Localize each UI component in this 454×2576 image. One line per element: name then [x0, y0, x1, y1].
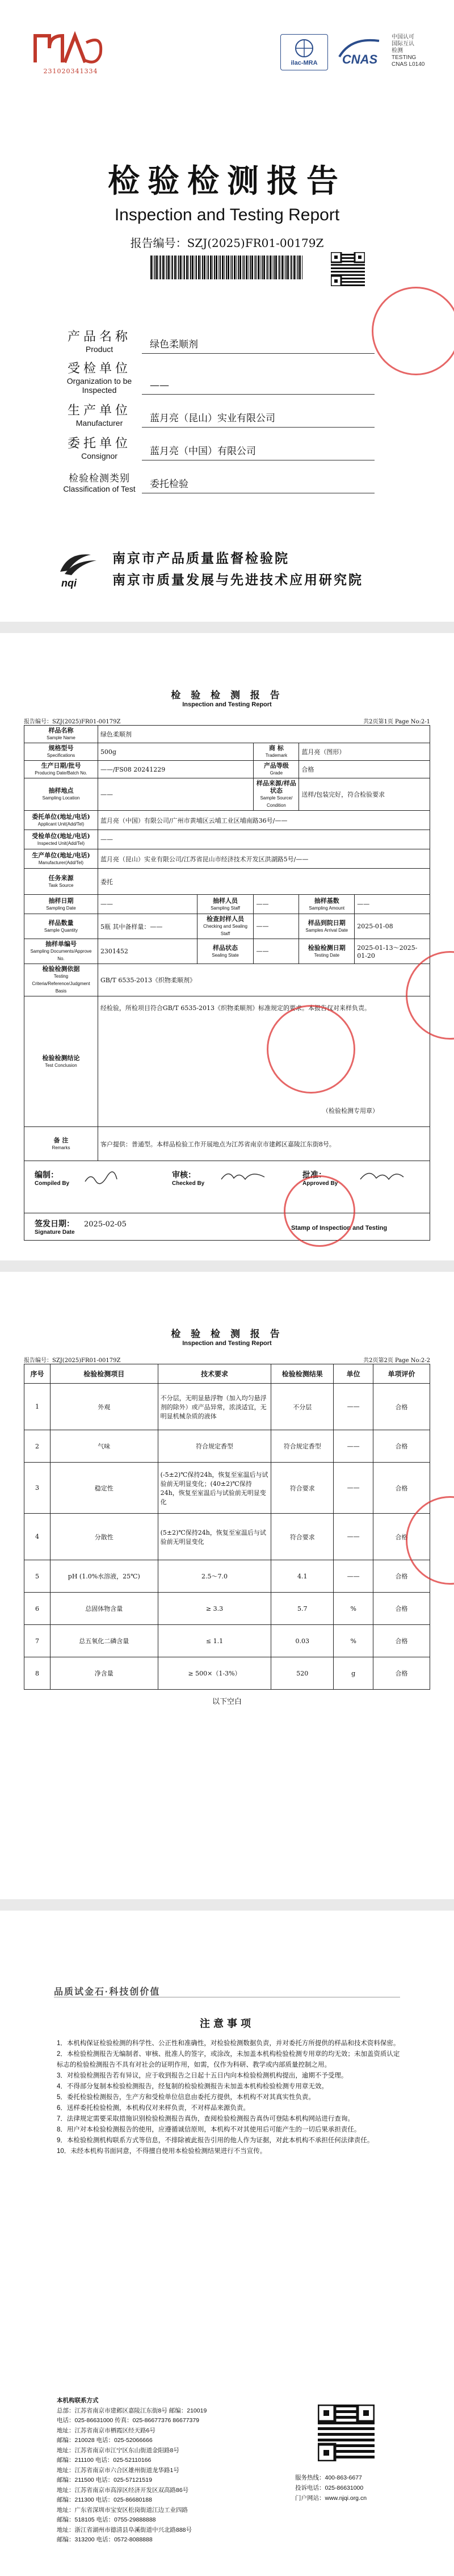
report-page-2	[0, 1272, 454, 1899]
conclusion-seal-label: （检验检测专用章）	[322, 1107, 379, 1115]
cnas-label: CNAS	[342, 52, 378, 66]
list-item: 1．本机构保证检验检测的科学性、公正性和准确性，对检验检测数据负责，并对委托方所提供的样品和技术资料保密。	[57, 2040, 400, 2047]
table-row: 5 pH (1.0%水溶液，25℃) 2.5～7.0 4.1 —— 合格	[24, 1560, 430, 1593]
notice-page	[0, 1911, 454, 2576]
page-title-cn: 检 验 检 测 报 告	[171, 690, 283, 701]
ilac-label: ilac-MRA	[291, 60, 318, 66]
signature-date-row: 签发日期： Signature Date 2025-02-05 Stamp of Inspection and Testing	[24, 1213, 430, 1241]
list-item: 5．委托检验检测报告，生产方和受检单位信息由委托方提供，本机构不对其真实性负责。	[57, 2094, 315, 2101]
report-title-cn: 检验检测报告	[108, 162, 346, 200]
list-item: 3．对检验检测报告若有异议，应于收到报告之日起十五日内向本检验检测机构提出，逾期不予受理。	[57, 2072, 348, 2079]
barcode-icon	[150, 255, 304, 279]
list-item: 6．送样委托检验检测，本机构仅对来样负责，不对样品来源负责。	[57, 2105, 250, 2112]
cma-code: 231020341334	[43, 68, 98, 75]
report-number: 报告编号：SZJ(2025)FR01-00179Z	[24, 719, 121, 725]
checker-signature-icon	[220, 1168, 266, 1186]
report-number: 报告编号：SZJ(2025)FR01-00179Z	[130, 236, 324, 250]
report-page-1	[0, 633, 454, 1260]
cnas-logo-icon	[334, 34, 386, 69]
accreditation-logos	[280, 34, 431, 70]
service-info: 服务热线：400-863-6677 投诉电话：025-86631000 门户网站：www.njqi.org.cn	[295, 2474, 367, 2502]
institute-name-1: 南京市产品质量监督检验院	[112, 551, 289, 566]
testing-seal-icon	[284, 1175, 355, 1247]
slogan: 品质试金石·科技创价值	[54, 1987, 161, 1997]
consignor-field: 委托单位 Consignor 蓝月亮（中国）有限公司	[57, 428, 375, 460]
info-table: 样品名称 Sample Name 绿色柔顺剂 规格型号 Specifications 500g 商 标 Trademark 蓝月亮（图形） 生产日期/批号 Producing Date/Batch No. ——/FS08 20241229 产品等级 Grade 合格 抽样地点 Sampling Location —— 样品来源/样品状态 Sample Source/ Condition 送样/包装完好，符合检验要求 委托单位(地址/电话) Applicant Unit(Add/Tel) 蓝月亮（中国）有限公司/广州市黄埔区云埔工业区埔南路36号/—— 受检单位(地址/电话) Inspected Unit(Add/Tel) —— 生产单位(地址/电话) Manufacturer(Add/Tel) 蓝月亮（昆山）实业有限公司/江苏省昆山市经济技术开发区洪湖路5号/—— 任务来源 Task Source 委托 抽样日期 Sampling Date —— 抽样人员 Sampling Staff —— 抽样基数 Sampling Amount —— 样品数量 Sample Quantity 5瓶 其中备样量：—— 检查封样人员 Checking and Sealing Staff —— 样品到院日期 Samples Arrival Date 2025-01-08 抽样单编号 Sampling Documents/Approve No. 2301452 样品状态 Sealing State —— 检验检测日期 Testing Date 2025-01-13～2025-01-20 检验检测依据 Testing Criteria/Reference/Judgment Basis GB/T 6535-2013《织物柔顺剂》 检验检测结论 Test Conclusion 经检验，所检项目符合GB/T 6535-2013《织物柔顺剂》标准规定的要求。本报告仅对来样负责。 （检验检测专用章） 备 注 Remarks 客户提供：普通型。本样品检验工作开展地点为江苏省南京市建邺区嘉陵江东街8号。 编制： Compiled By 审核： Checked By 批准： Approved By 签发日期： Signature Date 2025-02-05 Stamp of Inspection and Testing	[24, 725, 430, 1241]
cma-mark	[30, 31, 112, 75]
list-item: 10．未经本机构书面同意，不得擅自使用本检验检测结果进行不当宣传。	[57, 2148, 267, 2155]
notice-list	[57, 2038, 403, 2157]
list-item: 4．不得部分复制本检验检测报告，经复制的检验检测报告未加盖本机构检验检测专用章无效。	[57, 2083, 328, 2090]
cma-logo-icon	[30, 31, 109, 66]
page-title-en: Inspection and Testing Report	[182, 1340, 272, 1347]
table-row: 8 净含量 ≥ 500×（1-3%） 520 g 合格	[24, 1657, 430, 1690]
qr-code-icon	[318, 2405, 375, 2461]
table-row: 4 分散性 (5±2)℃保持24h，恢复至室温后与试验前无明显变化 符合要求 —— 合格	[24, 1514, 430, 1560]
compiler-signature-icon	[84, 1171, 118, 1187]
end-of-table-text: 以下空白	[212, 1698, 242, 1706]
signature-date: 2025-02-05	[84, 1220, 127, 1229]
list-item: 7．法律规定需要采取措施识别检验检测报告真伪，查阅检验检测报告真伪可登陆本机构网站进行查询。	[57, 2116, 354, 2122]
table-row: 7 总五氧化二磷含量 ≤ 1.1 0.03 % 合格	[24, 1625, 430, 1657]
contact-info: 本机构联系方式 总部：江苏省南京市建邺区嘉陵江东街8号 邮编：210019 电话：025-86631000 传真：025-86677376 86677379 地址：江苏省南京市栖霞区经天路6号 邮编：210028 电话：025-52066666 地址：江苏省南京市江宁区东山街道金阳路8号 邮编：211100 电话：025-52110166 地址：江苏省南京市六合区雄州街道龙华路1号 邮编：211500 电话：025-57121519 地址：江苏省南京市高淳区经济开发区双高路86号 邮编：211300 电话：025-86680188 地址：广东省深圳市宝安区松岗街道江边工业四路 邮编：518105 电话：0755-29888888 地址：浙江省湖州市德清县阜溪街道中兴北路888号 邮编：313200 电话：0572-8088888	[57, 2397, 207, 2543]
inspection-seal-icon	[267, 1005, 355, 1094]
nqi-logo-icon	[57, 549, 101, 590]
table-row: 3 稳定性 (-5±2)℃保持24h，恢复至室温后与试验前无明显变化；(40±2)℃保持24h，恢复至室温后与试验前无明显变化 符合要求 —— 合格	[24, 1463, 430, 1514]
list-item: 8．用户对本检验检测报告的使用，应遵循诚信原则，本机构不对其使用后可能产生的一切后果承担责任。	[57, 2126, 361, 2133]
list-item: 2．本检验检测报告无编制者、审核、批准人的签字，或涂改，未加盖本机构检验检测专用章的均无效；未加盖资质认定标志的检验检测报告不具有对社会的证明作用，如需，仅作为科研、教学或内部质量控制之用。	[57, 2051, 400, 2068]
page-number: 共2页第2页 Page No:2-2	[363, 1358, 430, 1364]
inspected-field: 受检单位 Organization to be Inspected ——	[57, 354, 375, 395]
items-header-row: 序号 检验检测项目 技术要求 检验检测结果 单位 单项评价	[24, 1364, 430, 1384]
qr-code-icon	[331, 252, 365, 286]
red-seal-icon	[372, 287, 454, 375]
institute-name-2: 南京市质量发展与先进技术应用研究院	[112, 572, 363, 588]
page-number: 共2页第1页 Page No:2-1	[363, 719, 430, 725]
table-row: 6 总固体物含量 ≥ 3.3 5.7 % 合格	[24, 1593, 430, 1625]
stamp-label: Stamp of Inspection and Testing	[291, 1225, 388, 1232]
list-item: 9．本检验检测机构联系方式等信息，不排除被此报告引用的他人作为证据，对此本机构不承担任何法律责任。	[57, 2137, 374, 2144]
report-number: 报告编号：SZJ(2025)FR01-00179Z	[24, 1358, 121, 1364]
items-table	[24, 1364, 430, 1706]
nqi-label: nqi	[61, 577, 77, 589]
ilac-mra-logo-icon	[280, 34, 328, 70]
classification-field: 检验检测类别 Classification of Test 委托检验	[57, 460, 375, 493]
notice-title: 注意事项	[200, 2018, 254, 2029]
conclusion-cell: 经检验，所检项目符合GB/T 6535-2013《织物柔顺剂》标准规定的要求。本报告仅对来样负责。 （检验检测专用章）	[98, 996, 430, 1127]
approver-signature-icon	[359, 1167, 405, 1186]
cnas-description: 中国认可 国际互认 检测 TESTING CNAS L0140	[392, 34, 425, 68]
table-row: 1 外观 不分层，无明显悬浮物（加入均匀悬浮剂的除外）或产品异常，浓淡适宜，无明显机械杂质的液体 不分层 —— 合格	[24, 1384, 430, 1430]
institute-block	[57, 548, 363, 591]
table-row: 2 气味 符合规定香型 符合规定香型 —— 合格	[24, 1430, 430, 1463]
manufacturer-field: 生产单位 Manufacturer 蓝月亮（昆山）实业有限公司	[57, 395, 375, 428]
signature-row: 编制： Compiled By 审核： Checked By 批准： Approved By	[24, 1161, 430, 1213]
cover-page	[0, 0, 454, 622]
product-field: 产品名称 Product 绿色柔顺剂	[57, 321, 375, 354]
report-title-en: Inspection and Testing Report	[114, 206, 340, 224]
cover-fields	[57, 321, 375, 493]
page-title-cn: 检 验 检 测 报 告	[171, 1329, 283, 1340]
sample-name-value: 绿色柔顺剂	[98, 726, 430, 743]
page-title-en: Inspection and Testing Report	[182, 701, 272, 708]
